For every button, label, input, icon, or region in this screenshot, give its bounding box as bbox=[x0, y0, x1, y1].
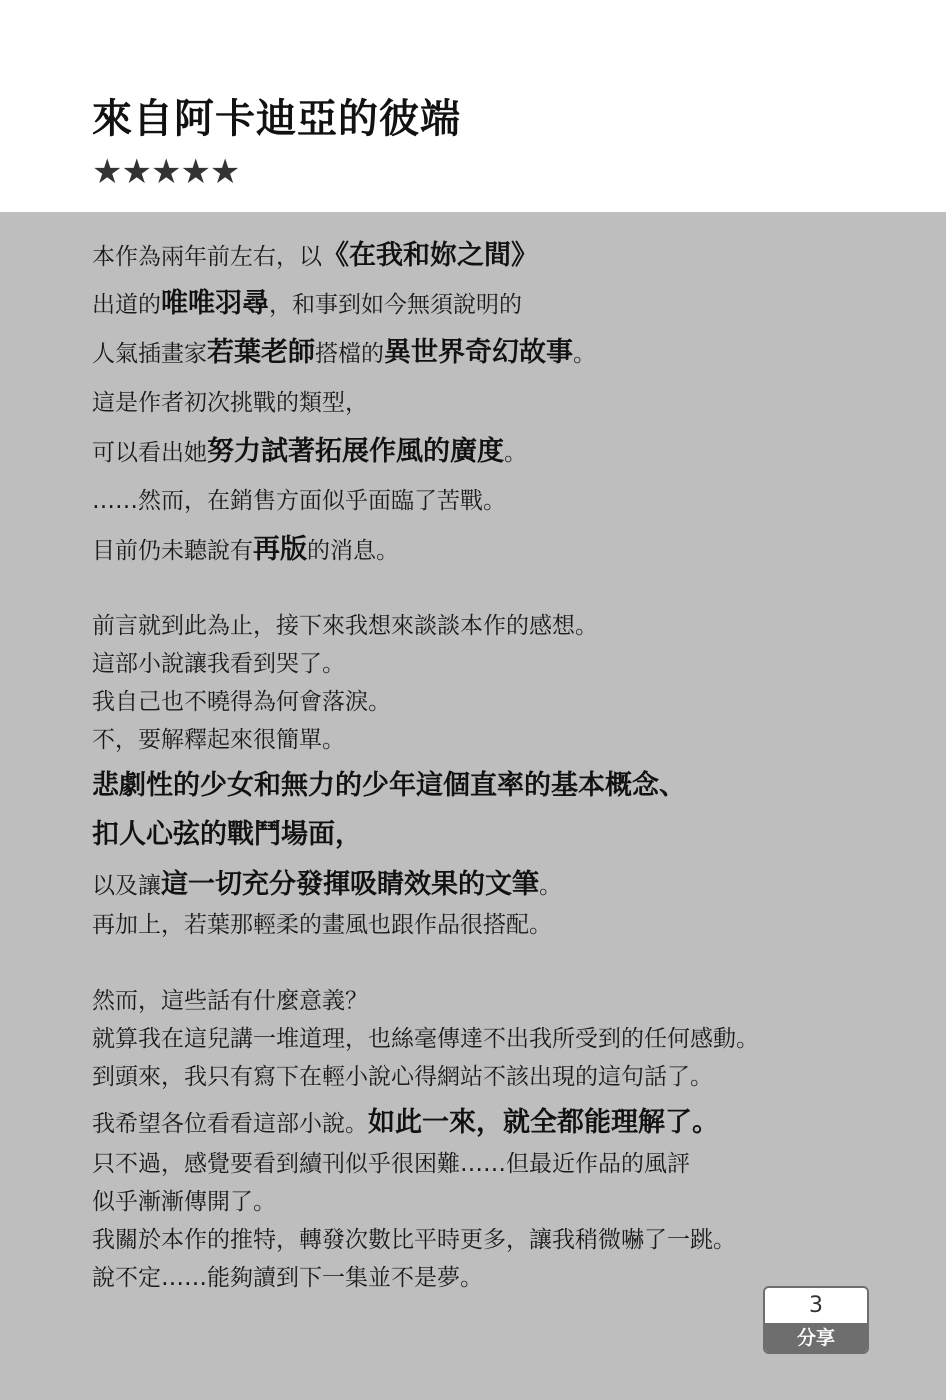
body-line: ……然而，在銷售方面似乎面臨了苦戰。 bbox=[92, 488, 506, 514]
body-line: 以及讓這一切充分發揮吸睛效果的文筆。 bbox=[92, 869, 562, 900]
review-title: 來自阿卡迪亞的彼端 bbox=[92, 96, 461, 142]
conclusion-emphasis: 如此一來，就全都能理解了。 bbox=[368, 1107, 719, 1138]
book-title-emphasis: 《在我和妳之間》 bbox=[322, 240, 538, 271]
genre-emphasis: 異世界奇幻故事 bbox=[384, 337, 573, 368]
illustrator-emphasis: 若葉老師 bbox=[207, 337, 315, 368]
reprint-emphasis: 再版 bbox=[253, 534, 307, 565]
body-line: 出道的唯唯羽尋，和事到如今無須說明的 bbox=[92, 288, 522, 319]
body-line: 不，要解釋起來很簡單。 bbox=[92, 727, 345, 753]
body-line: 我希望各位看看這部小說。如此一來，就全都能理解了。 bbox=[92, 1107, 719, 1138]
body-line-emphasis: 扣人心弦的戰鬥場面， bbox=[92, 819, 362, 850]
share-label: 分享 bbox=[765, 1323, 867, 1354]
body-line: 可以看出她努力試著拓展作風的廣度。 bbox=[92, 436, 527, 467]
writing-emphasis: 這一切充分發揮吸睛效果的文筆 bbox=[161, 869, 539, 900]
author-name-emphasis: 唯唯羽尋 bbox=[161, 288, 269, 319]
body-line: 本作為兩年前左右，以《在我和妳之間》 bbox=[92, 240, 538, 271]
star-icon-group: ★★★★★ bbox=[92, 152, 240, 192]
body-line: 這是作者初次挑戰的類型， bbox=[92, 390, 368, 416]
body-line: 似乎漸漸傳開了。 bbox=[92, 1189, 276, 1215]
body-line: 這部小說讓我看到哭了。 bbox=[92, 651, 345, 677]
body-line: 再加上，若葉那輕柔的畫風也跟作品很搭配。 bbox=[92, 912, 552, 938]
body-line: 我自己也不曉得為何會落淚。 bbox=[92, 689, 391, 715]
body-line: 到頭來，我只有寫下在輕小說心得網站不該出現的這句話了。 bbox=[92, 1064, 713, 1090]
review-header bbox=[0, 0, 946, 212]
body-line: 就算我在這兒講一堆道理，也絲毫傳達不出我所受到的任何感動。 bbox=[92, 1026, 759, 1052]
star-rating bbox=[92, 152, 239, 192]
share-count: 3 bbox=[765, 1288, 867, 1323]
body-line: 只不過，感覺要看到續刊似乎很困難……但最近作品的風評 bbox=[92, 1151, 690, 1177]
body-line: 人氣插畫家若葉老師搭檔的異世界奇幻故事。 bbox=[92, 337, 596, 368]
body-line: 然而，這些話有什麼意義？ bbox=[92, 988, 368, 1014]
body-line: 前言就到此為止，接下來我想來談談本作的感想。 bbox=[92, 613, 598, 639]
share-button[interactable] bbox=[763, 1286, 869, 1354]
body-line: 說不定……能夠讀到下一集並不是夢。 bbox=[92, 1265, 483, 1291]
body-line: 我關於本作的推特，轉發次數比平時更多，讓我稍微嚇了一跳。 bbox=[92, 1227, 736, 1253]
body-line: 目前仍未聽說有再版的消息。 bbox=[92, 534, 399, 565]
body-line-emphasis: 悲劇性的少女和無力的少年這個直率的基本概念、 bbox=[92, 770, 686, 801]
style-emphasis: 努力試著拓展作風的廣度 bbox=[207, 436, 504, 467]
